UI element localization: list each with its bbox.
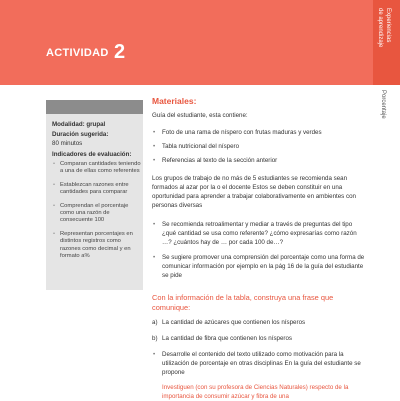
- activity-label: ACTIVIDAD: [46, 47, 109, 59]
- list-item: • Establezcan razones entre cantidades para comparar: [52, 182, 142, 197]
- duration-label: Duración sugerida:: [52, 131, 109, 138]
- activity-number: 2: [113, 41, 126, 63]
- investigate-text: Investiguen (con su profesora de Ciencias Naturales) respecto de la importancia de consumir azúcar y fibra de una: [162, 384, 349, 400]
- activity-title: [46, 41, 125, 64]
- side-topic-label: Porcentaje: [380, 90, 386, 119]
- recommendation-item: • Se recomienda retroalimentar y mediar a través de preguntas del tipo ¿qué cantidad se usa como referente? ¿cómo expresarías como razón …? ¿cuántos hay de … por cada 100 de…?: [152, 220, 366, 247]
- material-item: • Referencias al texto de la sección anterior: [152, 156, 366, 165]
- develop-item: • Desarrolle el contenido del texto utilizado como motivación para la utilización de porcentaje en otras disciplinas En la guía del estudiante se propone: [152, 350, 366, 377]
- sidebar-header-bar: [46, 100, 143, 114]
- indicators-list: [52, 161, 142, 266]
- recommendation-item: • Se sugiere promover una comprensión del porcentaje como una forma de comunicar información por ejemplo en la pág 16 de la guía del estudiante se pide: [152, 253, 366, 280]
- table-prompt: Con la información de la tabla, construya una frase que comunique:: [152, 293, 334, 312]
- duration-value: 80 minutos: [52, 140, 83, 147]
- material-item: • Tabla nutricional del níspero: [152, 142, 366, 151]
- side-line-1: Experiencias: [385, 8, 391, 43]
- question-item-b: b) La cantidad de fibra que contienen los nísperos: [152, 335, 293, 342]
- materials-title: Materiales:: [152, 96, 197, 106]
- list-item: • Comparan cantidades teniendo a una de ellas como referentes: [52, 161, 142, 176]
- indicators-title: Indicadores de evaluación:: [52, 151, 132, 158]
- guide-intro: Guía del estudiante, esta contiene:: [152, 112, 248, 119]
- list-item: • Comprendan el porcentaje como una razón de consecuente 100: [52, 203, 142, 225]
- side-section-label: [376, 8, 392, 47]
- side-line-2: de aprendizaje: [377, 8, 383, 48]
- list-item: • Representan porcentajes en distintos registros como razones como decimal y en formato a%: [52, 231, 142, 261]
- question-item-a: a) La cantidad de azúcares que contienen los nísperos: [152, 319, 306, 326]
- groups-paragraph: Los grupos de trabajo de no más de 5 estudiantes se recomienda sean formados al azar por la o el docente Estos se deben constituir en una oportunidad para aprender a trabajar colaborativamente en ambientes con personas diversas: [152, 175, 356, 209]
- modality-text: Modalidad: grupal: [52, 121, 106, 128]
- material-item: • Foto de una rama de níspero con frutas maduras y verdes: [152, 128, 366, 137]
